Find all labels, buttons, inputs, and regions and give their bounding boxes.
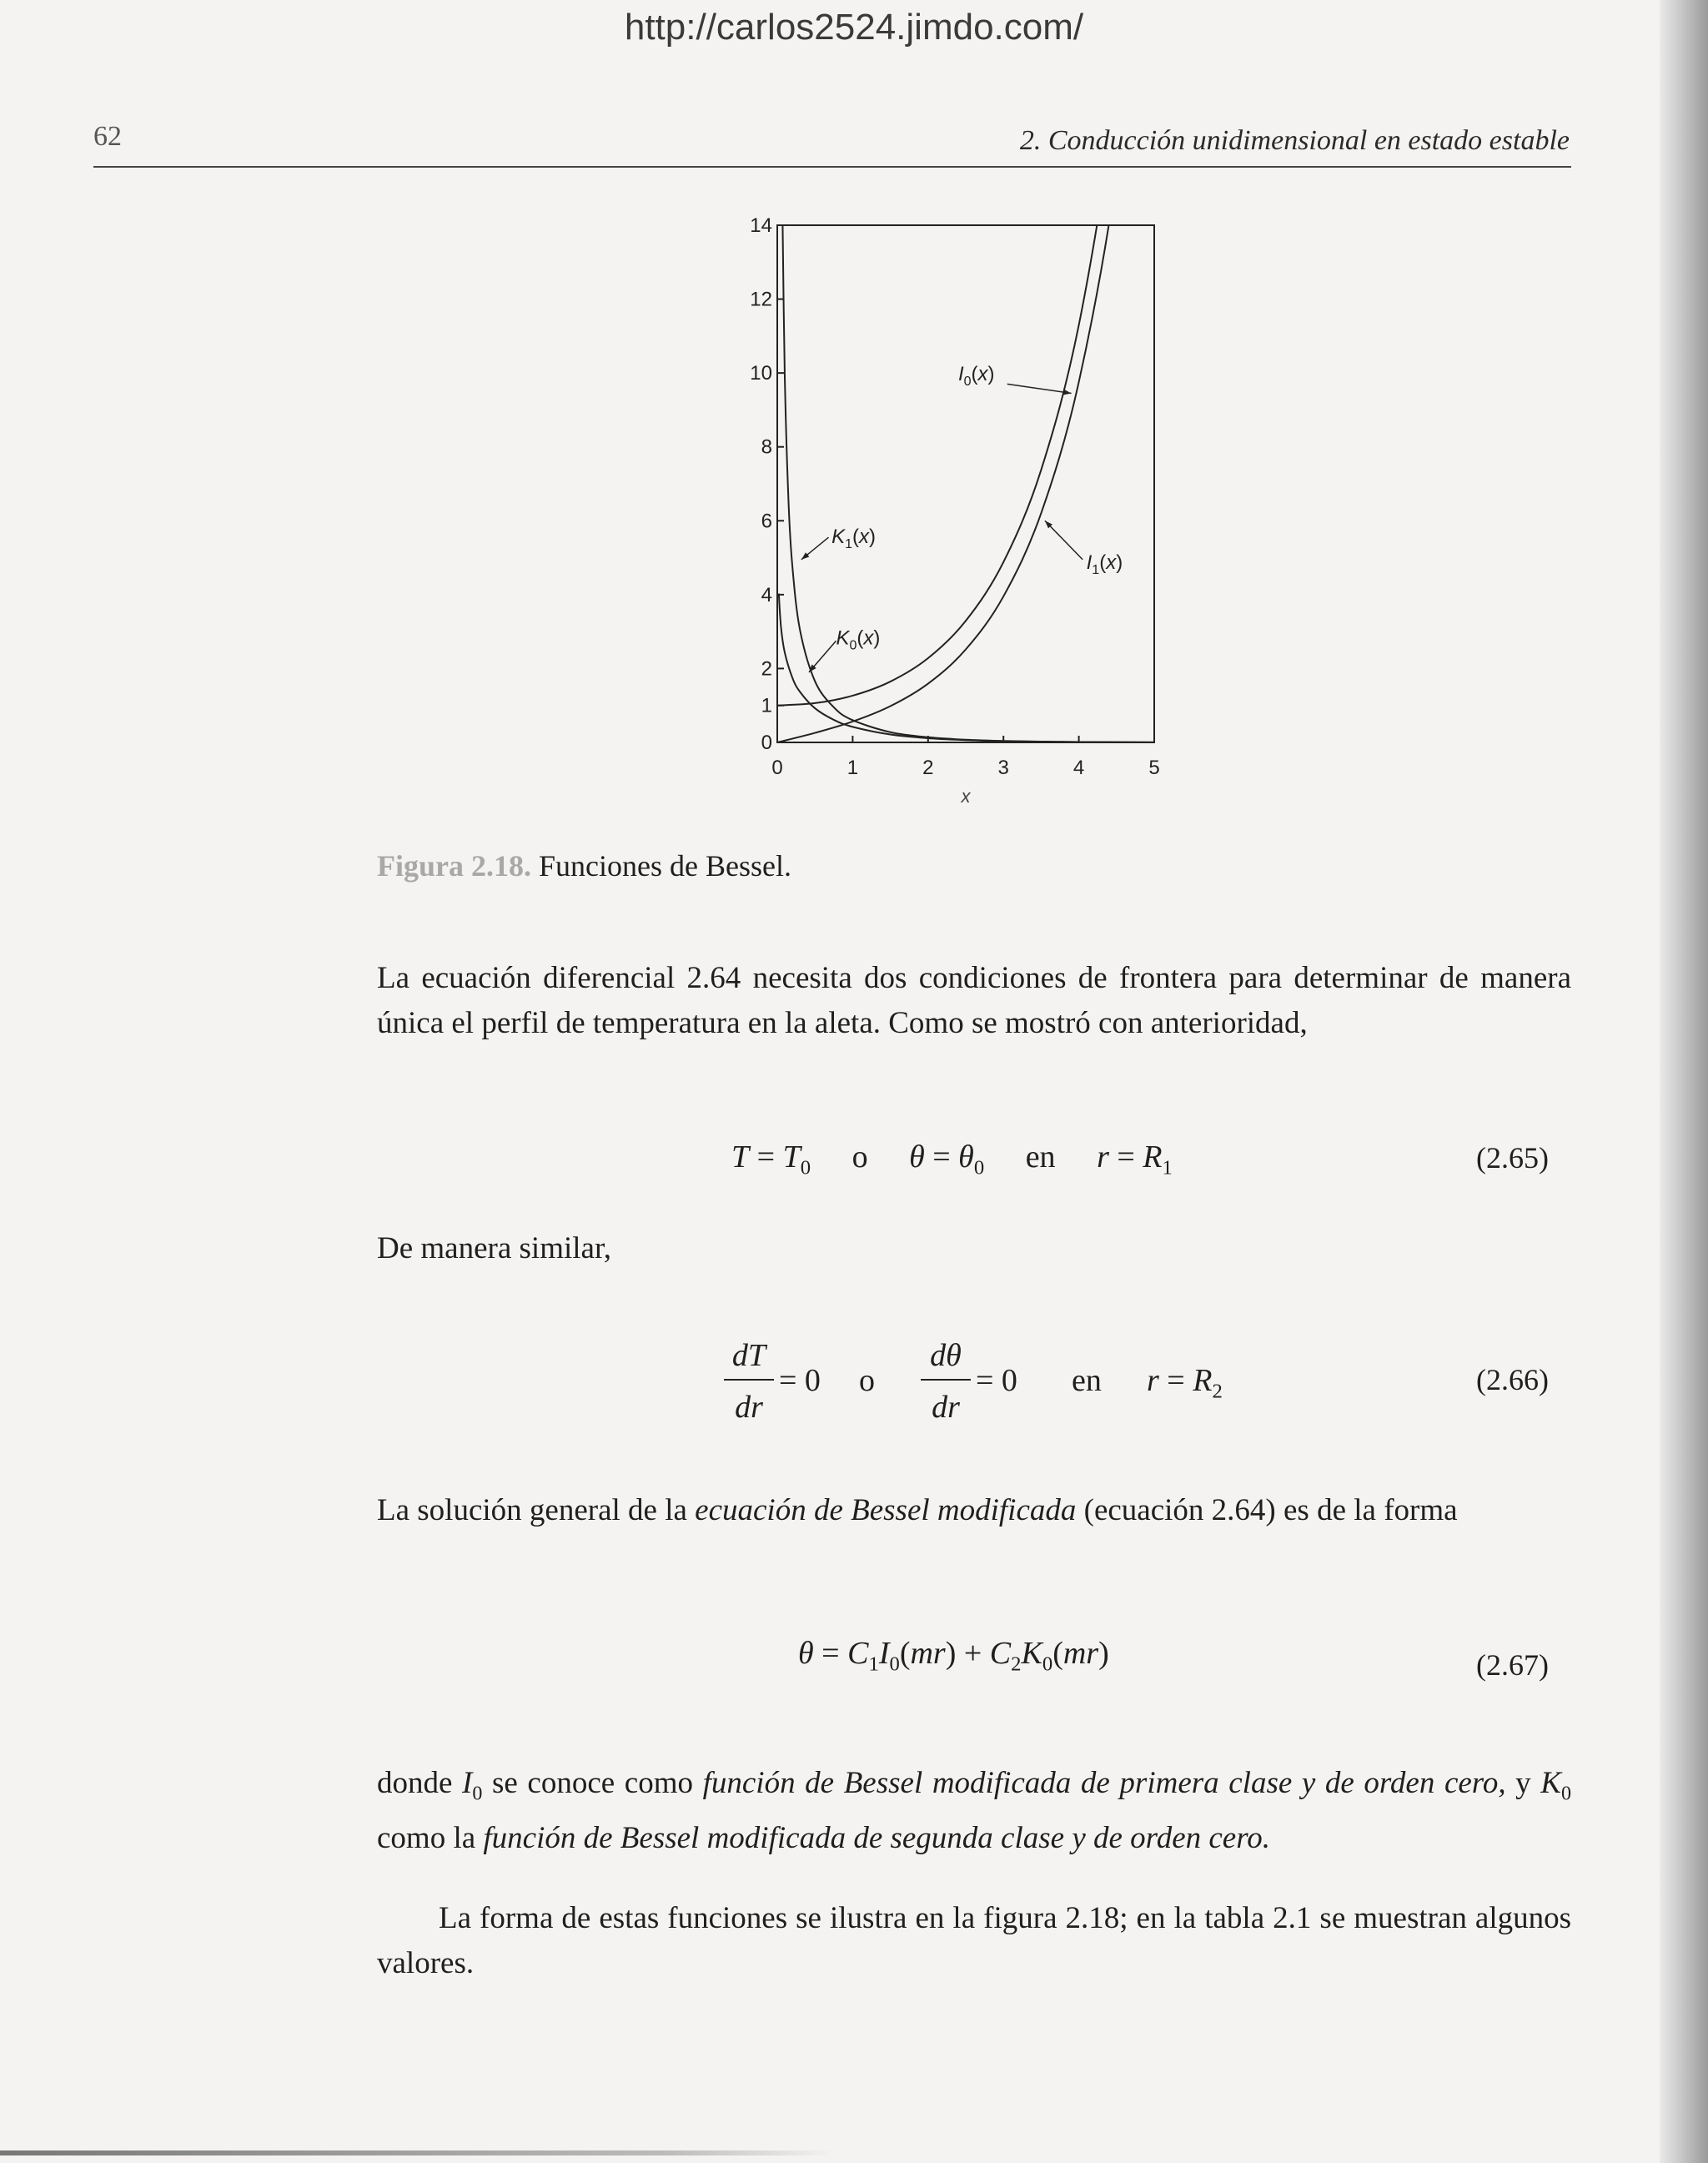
equation-number-2-67: (2.67) bbox=[1476, 1648, 1549, 1682]
curve-k1x bbox=[782, 218, 1154, 742]
paragraph-general-solution: La solución general de la ecuación de Bessel modificada (ecuación 2.64) es de la forma bbox=[377, 1493, 1458, 1527]
scan-bottom-edge bbox=[0, 2150, 834, 2155]
curve-i1x bbox=[777, 209, 1150, 742]
y-tick-label: 8 bbox=[761, 435, 772, 459]
annotation-arrowhead bbox=[1063, 390, 1072, 395]
x-tick-label: 4 bbox=[1073, 757, 1085, 779]
figure-caption-text: Funciones de Bessel. bbox=[539, 849, 791, 883]
curve-annotation: $K_1(x)$ bbox=[831, 525, 877, 551]
annotation-arrow bbox=[1007, 384, 1072, 393]
page-number: 62 bbox=[93, 121, 122, 152]
eq66-word-o: o bbox=[859, 1363, 875, 1398]
curve-k0x bbox=[779, 594, 1154, 742]
y-tick-label: 10 bbox=[750, 362, 772, 385]
annotation-arrow bbox=[1045, 521, 1083, 560]
page-edge-shadow bbox=[1660, 0, 1708, 2163]
bessel-functions-chart bbox=[726, 209, 1193, 822]
x-tick-label: 2 bbox=[922, 757, 934, 779]
header-rule bbox=[93, 166, 1571, 168]
y-tick-label: 14 bbox=[750, 214, 772, 237]
y-tick-label: 1 bbox=[761, 694, 772, 717]
y-tick-label: 12 bbox=[750, 288, 772, 311]
running-head-text: 2. Conducción unidimensional en estado estable bbox=[1019, 125, 1570, 156]
curve-i0x bbox=[777, 209, 1147, 706]
curve-annotation: $K_0(x)$ bbox=[836, 626, 881, 653]
y-tick-label: 0 bbox=[761, 732, 772, 754]
x-tick-label: 0 bbox=[771, 757, 783, 779]
chart-svg bbox=[726, 209, 1193, 817]
paragraph-boundary-conditions: La ecuación diferencial 2.64 necesita dos condiciones de frontera para determinar de manera única el perfil de temperatura en la aleta. Como se mostró con anterioridad, bbox=[377, 961, 1571, 1040]
x-axis-label: x bbox=[961, 786, 971, 807]
x-tick-label: 5 bbox=[1148, 757, 1160, 779]
equation-2-65: $T = T_0$ o $\theta = \theta_0$ en $r = R_1$ bbox=[731, 1139, 1173, 1180]
term-modified-bessel-equation: ecuación de Bessel modificada bbox=[695, 1493, 1077, 1527]
eq65-word-o: o bbox=[851, 1139, 868, 1175]
eq65-word-en: en bbox=[1025, 1139, 1056, 1175]
eq66-word-en: en bbox=[1072, 1363, 1102, 1398]
term-second-kind: función de Bessel modificada de segunda clase y de orden cero. bbox=[483, 1821, 1270, 1856]
equation-2-67: $\theta = C_1I_0(mr) + C_2K_0(mr)$ bbox=[798, 1636, 1109, 1676]
figure-caption bbox=[377, 848, 791, 883]
equation-number-2-65: (2.65) bbox=[1476, 1141, 1549, 1175]
running-head bbox=[834, 125, 1570, 157]
y-tick-label: 6 bbox=[761, 510, 772, 533]
plot-frame bbox=[777, 225, 1154, 742]
figure-label: Figura 2.18. bbox=[377, 849, 531, 883]
term-first-kind: función de Bessel modificada de primera clase y de orden cero, bbox=[702, 1766, 1506, 1800]
x-tick-label: 3 bbox=[997, 757, 1009, 779]
paragraph-definitions: donde $I_0$ se conoce como función de Bessel modificada de primera clase y de orden cero, y $K_0$ como la función de Bessel modificada de segunda clase y de orden cero. bbox=[377, 1766, 1571, 1856]
paragraph-similar: De manera similar, bbox=[377, 1231, 612, 1265]
x-tick-label: 1 bbox=[846, 757, 859, 779]
source-url[interactable]: http://carlos2524.jimdo.com/ bbox=[624, 7, 1084, 48]
curve-annotation: $I_0(x)$ bbox=[957, 363, 995, 389]
paragraph-figure-reference: La forma de estas funciones se ilustra en la figura 2.18; en la tabla 2.1 se muestran algunos valores. bbox=[377, 1901, 1571, 1980]
curve-annotation: $I_1(x)$ bbox=[1086, 551, 1123, 577]
equation-number-2-66: (2.66) bbox=[1476, 1363, 1549, 1396]
y-tick-label: 2 bbox=[761, 657, 772, 681]
y-tick-label: 4 bbox=[761, 583, 772, 606]
